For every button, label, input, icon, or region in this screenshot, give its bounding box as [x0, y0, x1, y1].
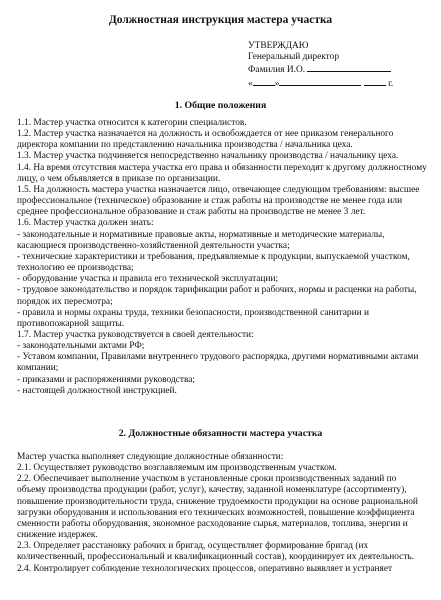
paragraph: 1.4. На время отсутствия мастера участка его права и обязанности переходят к другому должностному лицу, о чем объявляется в приказе по организации. [17, 162, 427, 184]
approval-block [248, 41, 434, 90]
approval-name-label: Фамилия И.О. [248, 65, 306, 76]
document-title: Должностная инструкция мастера участка [108, 14, 333, 26]
quote-open: « [248, 78, 253, 89]
paragraph: - законодательные и нормативные правовые акты, нормативные и методические материалы, касающиеся производственно-хозяйственной деятельности участка; [17, 229, 385, 251]
paragraph: 1.1. Мастер участка относится к категории специалистов. [17, 118, 247, 128]
paragraph: 1.2. Мастер участка назначается на должность и освобождается от нее приказом генерального директора компании по представлению начальника производства / начальника цеха. [17, 129, 394, 151]
year-blank [364, 77, 386, 86]
quote-close: » [274, 78, 280, 89]
section-1-heading: 1. Общие положения [174, 100, 267, 111]
approval-line-approve: УТВЕРЖДАЮ [248, 41, 309, 51]
paragraph: - настоящей должностной инструкцией. [17, 385, 177, 396]
paragraph: - законодательными актами РФ; [17, 341, 145, 352]
paragraph: 1.3. Мастер участка подчиняется непосредственно начальнику производства / начальнику цеха. [17, 151, 399, 162]
paragraph: - приказами и распоряжениями руководства; [17, 374, 196, 385]
signature-blank [307, 63, 391, 72]
section-2-heading: 2. Должностные обязанности мастера участка [118, 428, 323, 439]
approval-line-name [248, 63, 434, 76]
section-1-body [17, 118, 427, 397]
paragraph: - технические характеристики и требования, предъявляемые к продукции, выпускаемой участком, технологию ее производства; [17, 251, 410, 274]
approval-line-date [248, 77, 434, 90]
paragraph: - оборудование участка и правила его технической эксплуатации; [17, 274, 279, 285]
section-2-body [17, 452, 427, 575]
paragraph: 1.7. Мастер участка руководствуется в своей деятельности: [17, 329, 254, 340]
approval-line-position: Генеральный директор [248, 52, 340, 63]
paragraph: 2.4. Контролирует соблюдение технологических процессов, оперативно выявляет и устраняет [17, 563, 393, 574]
year-suffix: г. [388, 78, 394, 89]
paragraph: - трудовое законодательство и порядок тарификации работ и рабочих, нормы и расценки на работы, порядок их пересмотра; [17, 285, 417, 307]
paragraph: 1.5. На должность мастера участка назначается лицо, отвечающее следующим требованиям: высшее профессиональное (техническое) образование и стаж работы на производстве не менее года или среднее профессиональное образование и стаж работы на производстве не менее 3 лет. [17, 184, 420, 218]
paragraph: 2.3. Определяет расстановку рабочих и бригад, осуществляет формирование бригад (их количественный, профессиональный и квалификационный состав), координирует их деятельность. [17, 541, 415, 563]
paragraph: 1.6. Мастер участка должен знать: [17, 218, 154, 229]
paragraph: - правила и нормы охраны труда, техники безопасности, производственной санитарии и противопожарной защиты. [17, 307, 370, 329]
paragraph: 2.1. Осуществляет руководство возглавляемым им производственным участком. [17, 463, 337, 474]
month-blank [279, 77, 361, 86]
day-blank [253, 77, 275, 86]
paragraph: 2.2. Обеспечивает выполнение участком в установленные сроки производственных заданий по объему производства продукции (работ, услуг), качеству, заданной номенклатуре (ассортименту), повышение производительности труда, снижение трудоемкости продукции на основе рациональной загрузки оборудования и использования его технических возможностей, повышение коэффициента сменности работы оборудования, экономное расходование сырья, материалов, топлива, энергии и снижение издержек. [17, 474, 418, 541]
paragraph: - Уставом компании, Правилами внутреннего трудового распорядка, другими нормативными актами компании; [17, 352, 419, 374]
paragraph: Мастер участка выполняет следующие должностные обязанности: [17, 452, 284, 462]
